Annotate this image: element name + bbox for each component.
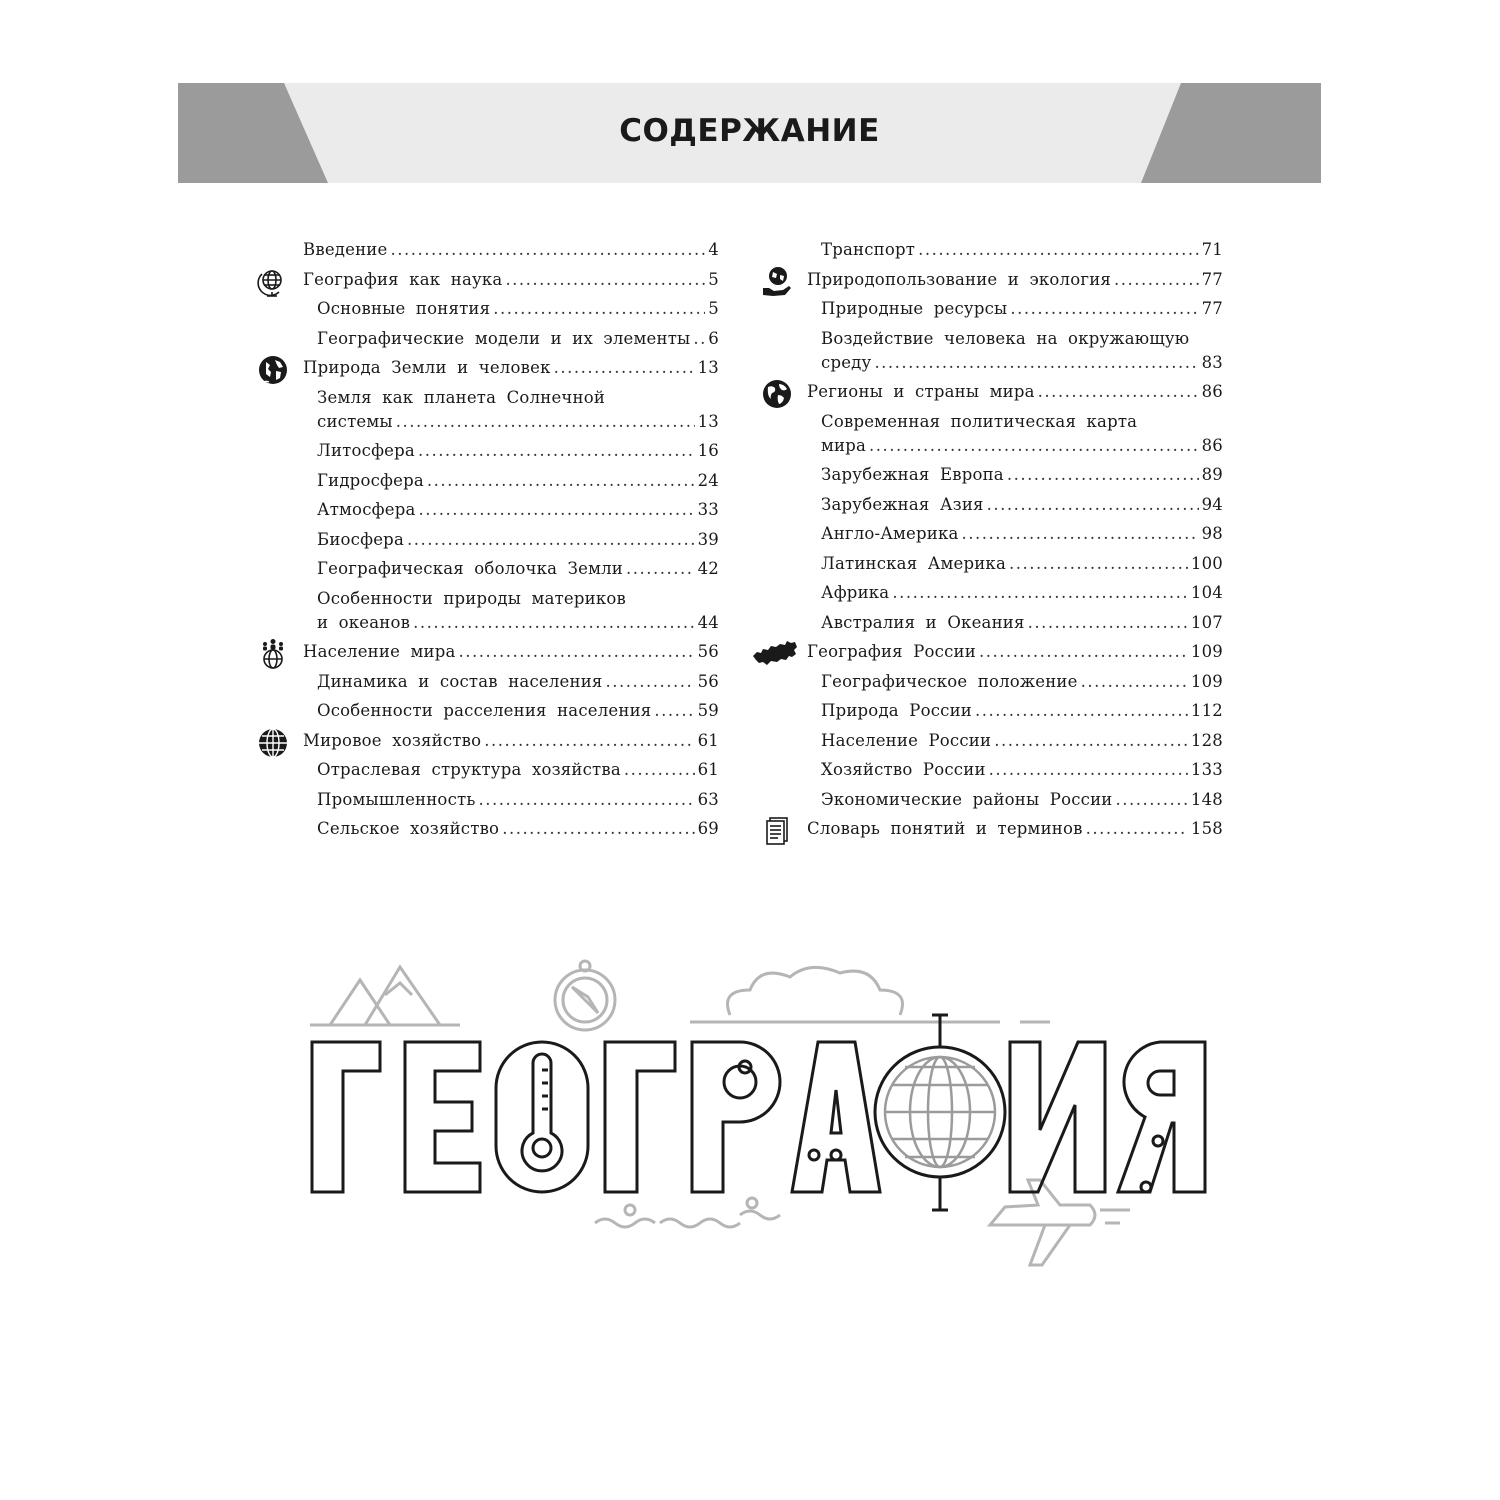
toc-subsection-11[interactable] — [821, 581, 1223, 605]
toc-leader-dots — [962, 522, 1199, 546]
toc-title: Англо-Америка — [821, 524, 959, 543]
toc-line — [807, 817, 1223, 841]
toc-leader-dots — [994, 729, 1188, 753]
toc-title: Население России — [821, 730, 992, 750]
toc-title: География России — [807, 642, 976, 661]
toc-title: Сельское хозяйство — [317, 819, 500, 838]
letter-ge-1 — [312, 1042, 380, 1192]
toc-title: Основные понятия — [317, 299, 491, 318]
toc-section-19[interactable] — [807, 817, 1223, 841]
toc-line — [821, 581, 1223, 605]
toc-subsection-17[interactable] — [821, 758, 1223, 782]
toc-leader-dots — [1009, 552, 1188, 576]
toc-leader-dots — [624, 758, 695, 782]
toc-page-number: 128 — [1190, 730, 1223, 750]
toc-subsection-10[interactable] — [821, 552, 1223, 576]
toc-title: География как наука — [303, 269, 503, 289]
toc-page-number: 98 — [1201, 524, 1223, 543]
toc-page-number: 109 — [1190, 642, 1223, 661]
toc-subsection-6[interactable] — [821, 410, 1223, 458]
toc-line — [303, 268, 719, 292]
toc-leader-dots — [979, 640, 1188, 664]
toc-leader-dots — [654, 699, 694, 723]
toc-title: Население мира — [303, 642, 456, 661]
toc-line — [821, 670, 1223, 694]
toc-section-16[interactable] — [303, 729, 719, 753]
toc-page-number: 148 — [1190, 789, 1223, 809]
wordart-geography — [300, 955, 1220, 1285]
toc-page-number: 89 — [1201, 465, 1223, 484]
toc-title: Зарубежная Азия — [821, 494, 984, 514]
people-globe-icon — [257, 638, 289, 670]
toc-title: Атмосфера — [317, 500, 416, 519]
toc-page-number: 158 — [1190, 819, 1223, 838]
header-banner — [178, 83, 1321, 183]
compass-icon — [555, 961, 615, 1030]
toc-page-number: 13 — [697, 358, 719, 377]
toc-page-number: 104 — [1190, 583, 1223, 602]
world-grid-icon — [257, 727, 289, 759]
toc-leader-dots — [396, 410, 695, 434]
toc-subsection-16[interactable] — [821, 729, 1223, 753]
toc-title: Биосфера — [317, 529, 404, 549]
toc-line — [821, 297, 1223, 321]
toc-subsection-15[interactable] — [821, 699, 1223, 723]
toc-leader-dots — [413, 611, 694, 635]
toc-page-number: 83 — [1201, 352, 1223, 372]
toc-leader-dots — [989, 758, 1188, 782]
toc-page-number: 59 — [697, 701, 719, 720]
russia-map-icon — [751, 638, 799, 670]
toc-leader-dots — [1028, 611, 1188, 635]
document-icon — [761, 815, 793, 847]
toc-subsection-6[interactable] — [317, 386, 719, 434]
toc-title: Природопользование и экология — [807, 269, 1111, 289]
toc-page-number: 33 — [697, 500, 719, 519]
toc-line — [303, 356, 719, 380]
toc-leader-dots — [1081, 670, 1188, 694]
toc-subsection-14[interactable] — [317, 670, 719, 694]
toc-leader-dots — [1114, 268, 1199, 292]
toc-title: Латинская Америка — [821, 553, 1006, 573]
toc-subsection-8[interactable] — [317, 469, 719, 493]
toc-page-number: 69 — [697, 819, 719, 838]
toc-line — [821, 493, 1223, 517]
toc-page-number: 61 — [697, 760, 719, 779]
letter-er — [692, 1042, 780, 1192]
toc-line — [303, 640, 719, 664]
toc-section-2[interactable] — [303, 268, 719, 292]
toc-page-number: 5 — [708, 269, 719, 289]
toc-line — [821, 351, 1223, 375]
toc-title: Отраслевая структура хозяйства — [317, 760, 621, 779]
mountains-icon — [310, 967, 460, 1025]
toc-line — [821, 611, 1223, 635]
toc-leader-dots — [484, 729, 694, 753]
toc-subsection-18[interactable] — [317, 788, 719, 812]
letter-a — [792, 1042, 880, 1192]
toc-page-number: 4 — [708, 240, 719, 259]
toc-page-number: 86 — [1201, 382, 1223, 401]
toc-section-1[interactable] — [303, 238, 719, 262]
toc-title: Транспорт — [821, 240, 916, 259]
toc-line — [821, 552, 1223, 576]
page-title: СОДЕРЖАНИЕ — [619, 113, 880, 149]
toc-page-number: 6 — [708, 328, 719, 348]
toc-line — [807, 640, 1223, 664]
toc-page-number: 44 — [697, 612, 719, 632]
letter-ie — [405, 1042, 480, 1192]
toc-line — [317, 297, 719, 321]
toc-title-line1: Земля как планета Солнечной — [317, 387, 606, 407]
toc-subsection-11[interactable] — [317, 557, 719, 581]
toc-page-number: 13 — [697, 411, 719, 431]
toc-subsection-12[interactable] — [317, 587, 719, 635]
toc-leader-dots — [502, 817, 694, 841]
earth-continents-icon — [761, 378, 793, 410]
toc-line — [317, 699, 719, 723]
toc-subsection-15[interactable] — [317, 699, 719, 723]
toc-title-line1: Воздействие человека на окружающую — [821, 328, 1190, 348]
toc-subsection-18[interactable] — [821, 788, 1223, 812]
toc-title: Литосфера — [317, 441, 415, 460]
toc-line — [821, 729, 1223, 753]
toc-title: Хозяйство России — [821, 760, 986, 779]
toc-title: Особенности расселения населения — [317, 701, 652, 720]
toc-page-number: 16 — [697, 441, 719, 460]
toc-page-number: 133 — [1190, 760, 1223, 779]
toc-line — [303, 729, 719, 753]
toc-leader-dots — [606, 670, 695, 694]
toc-title: Природа России — [821, 701, 972, 720]
toc-leader-dots — [918, 238, 1199, 262]
toc-leader-dots — [390, 238, 705, 262]
toc-leader-dots — [459, 640, 695, 664]
toc-title: Географическая оболочка Земли — [317, 559, 623, 578]
toc-subsection-4[interactable] — [317, 327, 719, 351]
toc-section-5[interactable] — [303, 356, 719, 380]
toc-page-number: 71 — [1201, 240, 1223, 259]
toc-leader-dots — [693, 327, 705, 351]
toc-right-column — [807, 238, 1223, 847]
toc-title: Динамика и состав населения — [317, 671, 603, 691]
toc-title: системы — [317, 411, 393, 431]
toc-subsection-17[interactable] — [317, 758, 719, 782]
toc-leader-dots — [427, 469, 695, 493]
toc-line — [317, 327, 719, 351]
toc-leader-dots — [1038, 380, 1199, 404]
toc-subsection-10[interactable] — [317, 528, 719, 552]
toc-page-number: 112 — [1190, 701, 1223, 720]
toc-line — [807, 268, 1223, 292]
letter-ef-globe — [875, 1015, 1005, 1210]
toc-leader-dots — [505, 268, 705, 292]
toc-title: Регионы и страны мира — [807, 382, 1035, 401]
toc-line — [821, 699, 1223, 723]
toc-line — [317, 469, 719, 493]
globe-stand-icon — [257, 266, 289, 298]
toc-page-number: 42 — [697, 559, 719, 578]
toc-line — [317, 528, 719, 552]
toc-title: Природа Земли и человек — [303, 358, 551, 377]
toc-line — [821, 463, 1223, 487]
toc-title: Промышленность — [317, 789, 476, 809]
toc-leader-dots — [479, 788, 695, 812]
toc-page-number: 5 — [708, 299, 719, 318]
toc-subsection-9[interactable] — [821, 522, 1223, 546]
toc-page-number: 24 — [697, 470, 719, 490]
toc-leader-dots — [419, 498, 695, 522]
toc-title: мира — [821, 435, 867, 455]
toc-leader-dots — [975, 699, 1188, 723]
toc-line — [317, 788, 719, 812]
toc-title: Природные ресурсы — [821, 299, 1008, 318]
toc-section-13[interactable] — [303, 640, 719, 664]
toc-subsection-7[interactable] — [317, 439, 719, 463]
toc-page-number: 39 — [697, 529, 719, 549]
toc-page-number: 100 — [1190, 553, 1223, 573]
toc-page-number: 77 — [1201, 269, 1223, 289]
toc-leader-dots — [626, 557, 695, 581]
toc-title: Географическое положение — [821, 671, 1078, 691]
toc-line — [807, 380, 1223, 404]
toc-page-number: 107 — [1190, 612, 1223, 632]
toc-leader-dots — [407, 528, 695, 552]
toc-page-number: 56 — [697, 671, 719, 691]
letter-ge-2 — [605, 1042, 675, 1192]
toc-subsection-7[interactable] — [821, 463, 1223, 487]
toc-section-13[interactable] — [807, 640, 1223, 664]
toc-title: Гидросфера — [317, 470, 424, 490]
toc-line — [821, 434, 1223, 458]
toc-line — [821, 758, 1223, 782]
toc-leader-dots — [1007, 463, 1199, 487]
toc-leader-dots — [1116, 788, 1188, 812]
hand-earth-icon — [761, 266, 793, 298]
toc-leader-dots — [1086, 817, 1188, 841]
toc-leader-dots — [1010, 297, 1198, 321]
toc-leader-dots — [493, 297, 705, 321]
cloud-icon — [690, 967, 1050, 1022]
toc-line — [821, 788, 1223, 812]
toc-leader-dots — [892, 581, 1188, 605]
toc-left-column — [303, 238, 719, 847]
earth-nature-icon — [257, 354, 289, 386]
toc-line — [317, 817, 719, 841]
toc-leader-dots — [869, 434, 1199, 458]
toc-leader-dots — [874, 351, 1198, 375]
toc-leader-dots — [554, 356, 695, 380]
toc-page-number: 77 — [1201, 299, 1223, 318]
toc-line — [317, 439, 719, 463]
toc-subsection-3[interactable] — [821, 297, 1223, 321]
toc-line — [317, 498, 719, 522]
toc-title: Географические модели и их элементы — [317, 328, 691, 348]
toc-title: Словарь понятий и терминов — [807, 819, 1083, 838]
toc-title-line1: Современная политическая карта — [821, 411, 1138, 431]
toc-page-number: 109 — [1190, 671, 1223, 691]
toc-line — [317, 670, 719, 694]
toc-title: Мировое хозяйство — [303, 730, 482, 750]
toc-title: Африка — [821, 583, 890, 602]
letter-o-thermometer — [496, 1042, 588, 1192]
letter-ya — [1118, 1042, 1205, 1192]
toc-subsection-14[interactable] — [821, 670, 1223, 694]
waves-icon — [595, 1198, 780, 1227]
toc-subsection-9[interactable] — [317, 498, 719, 522]
toc-page-number: 86 — [1201, 435, 1223, 455]
toc-section-2[interactable] — [807, 268, 1223, 292]
toc-title-line1: Особенности природы материков — [317, 588, 626, 608]
toc-page-number: 94 — [1201, 494, 1223, 514]
toc-page-number: 61 — [697, 730, 719, 750]
toc-subsection-4[interactable] — [821, 327, 1223, 375]
toc-line — [317, 611, 719, 635]
letter-i — [1010, 1042, 1105, 1192]
toc-title: Австралия и Океания — [821, 612, 1025, 632]
toc-subsection-8[interactable] — [821, 493, 1223, 517]
toc-subsection-1[interactable] — [821, 238, 1223, 262]
toc-line — [303, 238, 719, 262]
toc-title: и океанов — [317, 612, 411, 632]
toc-leader-dots — [987, 493, 1199, 517]
toc-page-number: 63 — [697, 789, 719, 809]
toc-title: Зарубежная Европа — [821, 465, 1004, 484]
toc-line — [317, 758, 719, 782]
toc-section-5[interactable] — [807, 380, 1223, 404]
toc-line — [317, 410, 719, 434]
toc-line — [317, 557, 719, 581]
toc-line — [821, 522, 1223, 546]
toc-title: среду — [821, 352, 872, 372]
toc-subsection-12[interactable] — [821, 611, 1223, 635]
toc-leader-dots — [418, 439, 695, 463]
toc-subsection-19[interactable] — [317, 817, 719, 841]
toc-page-number: 56 — [697, 642, 719, 661]
toc-title: Введение — [303, 240, 388, 259]
toc-line — [821, 238, 1223, 262]
toc-title: Экономические районы России — [821, 789, 1113, 809]
toc-subsection-3[interactable] — [317, 297, 719, 321]
